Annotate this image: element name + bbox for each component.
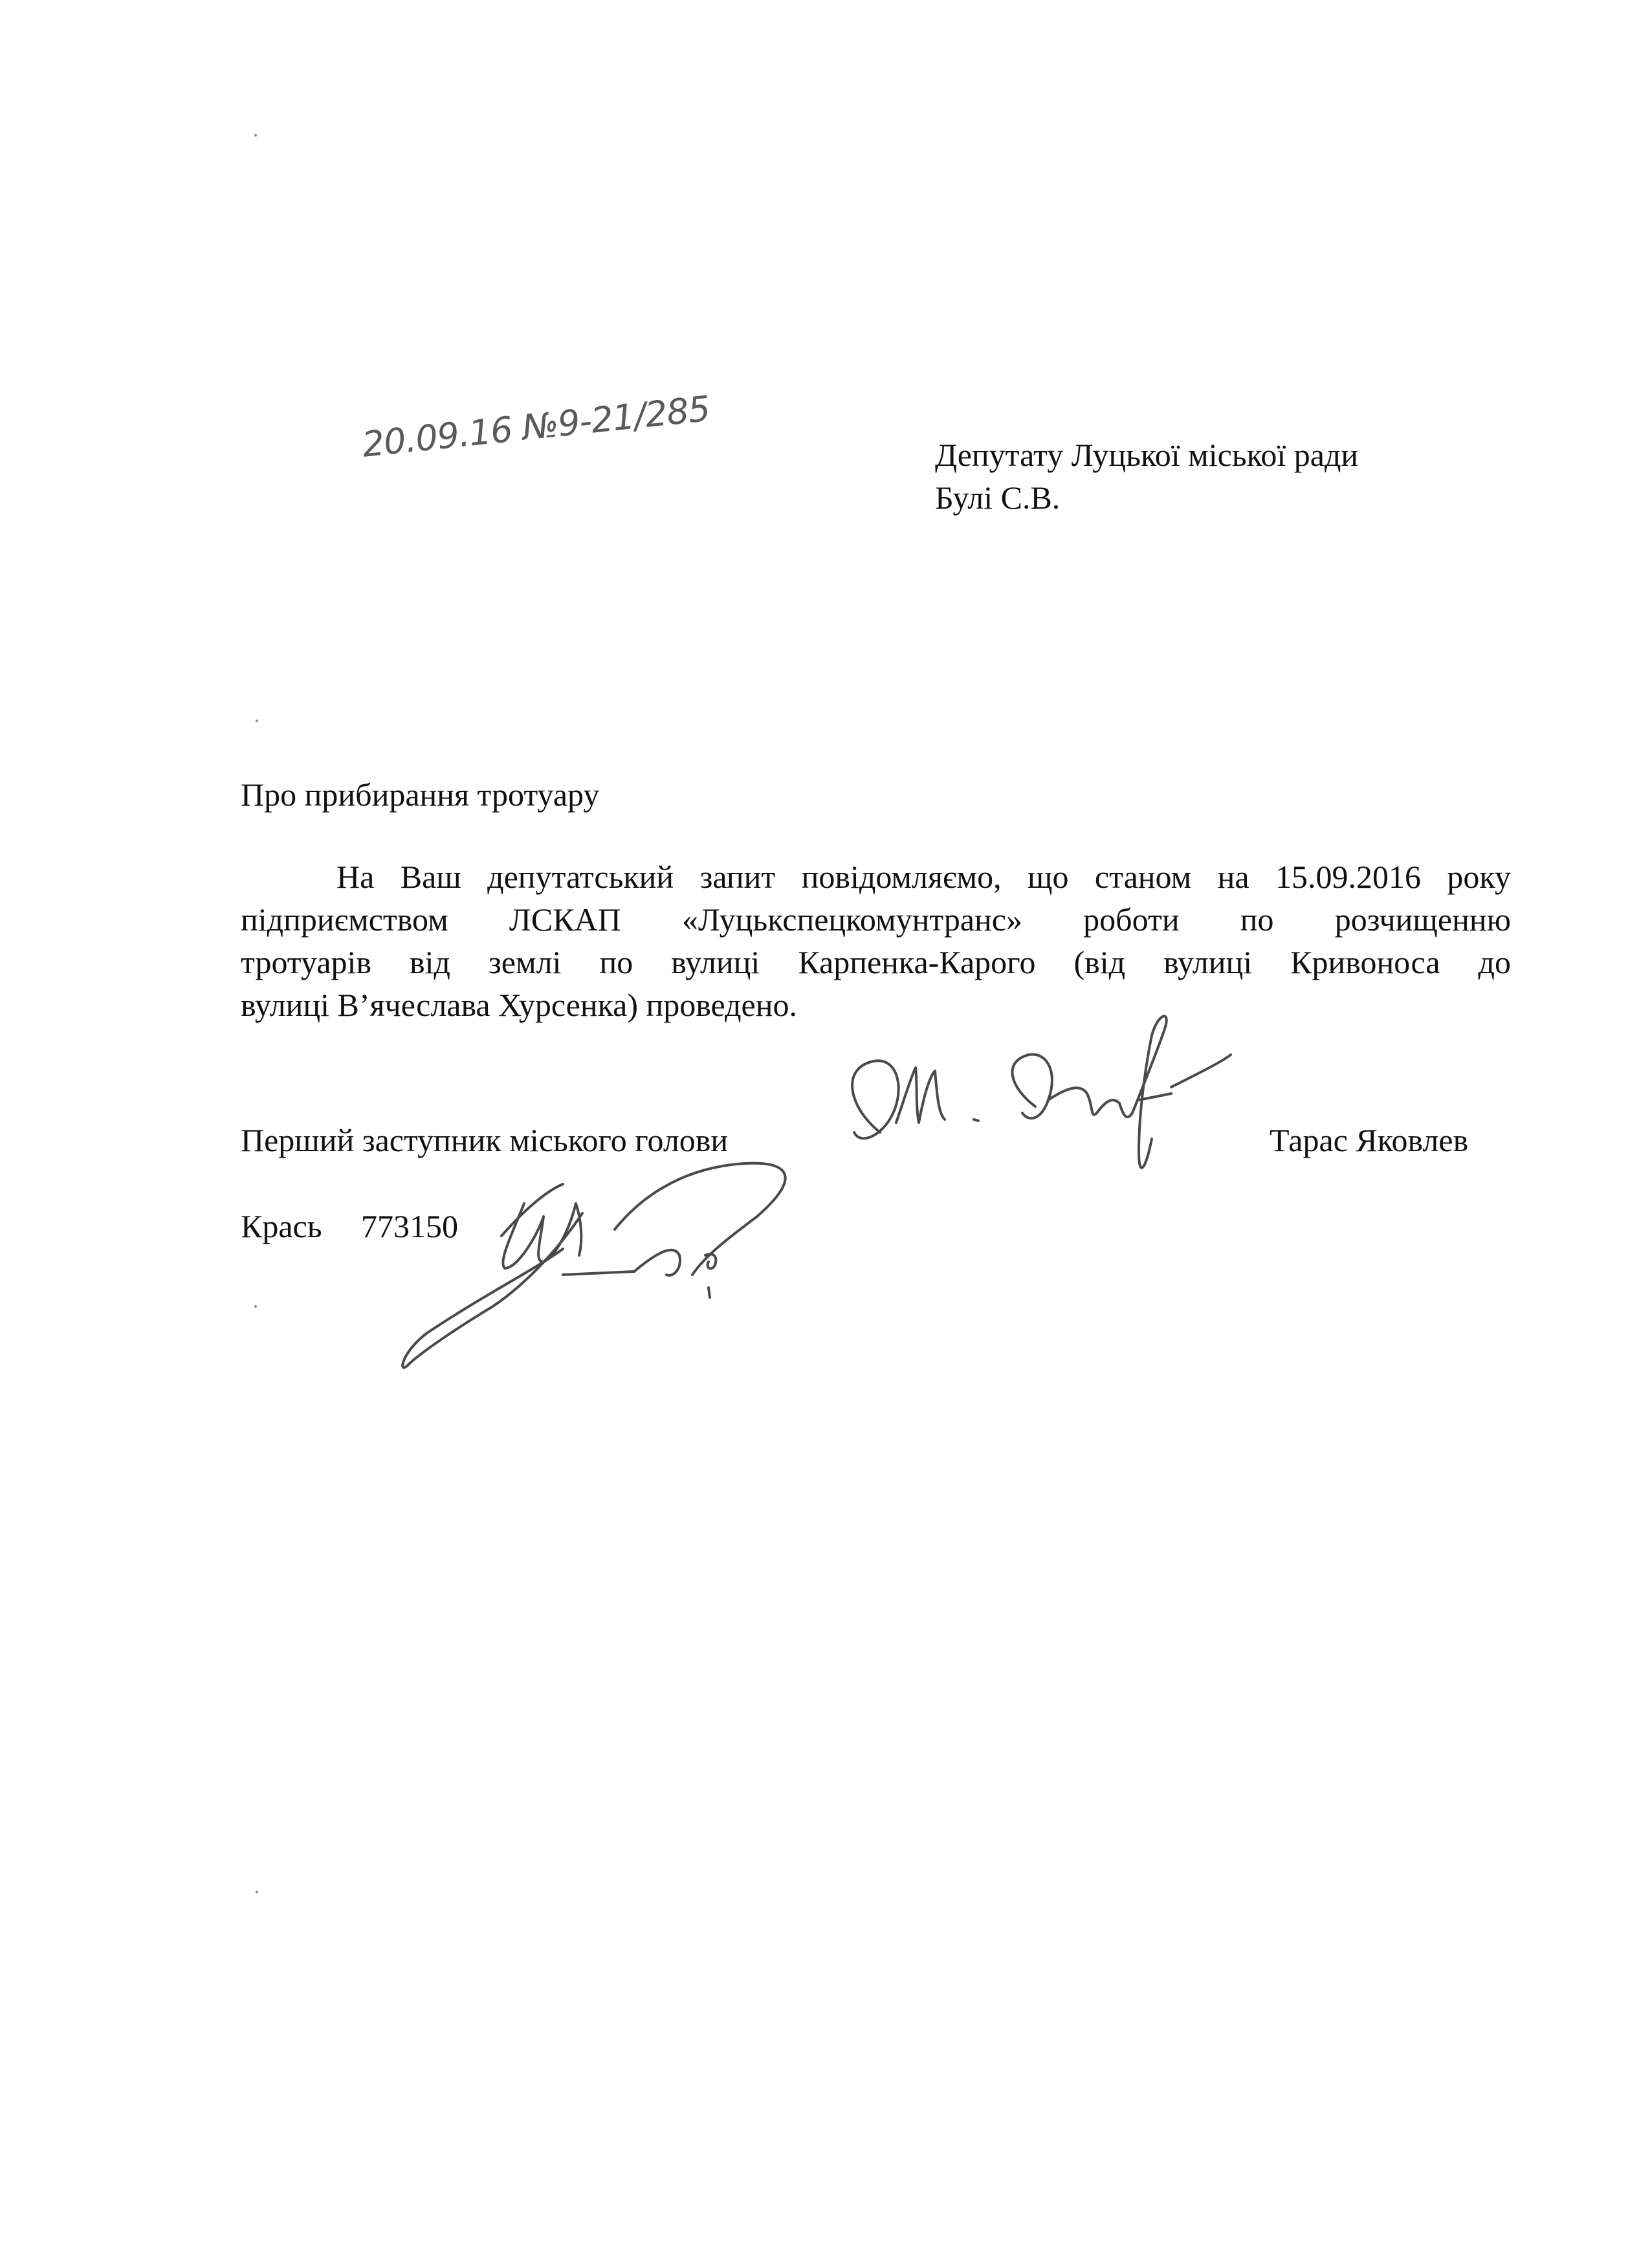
executor-initials-scribble bbox=[369, 1139, 822, 1385]
scan-speck bbox=[256, 720, 258, 722]
scan-speck bbox=[254, 1305, 257, 1308]
scan-speck bbox=[254, 134, 257, 137]
addressee-line-1: Депутату Луцької міської ради bbox=[935, 437, 1359, 473]
scan-speck bbox=[256, 1891, 258, 1893]
signer-title: Перший заступник міського голови bbox=[241, 1122, 729, 1158]
addressee-line-2: Булі С.В. bbox=[935, 479, 1061, 516]
addressee-block bbox=[935, 434, 1358, 519]
subject-line: Про прибирання тротуару bbox=[241, 776, 600, 813]
body-line-3: тротуарів від землі по вулиці Карпенка-Карого (від вулиці Кривоноса до bbox=[241, 944, 1511, 980]
body-line-1: На Ваш депутатський запит повідомляємо, що станом на 15.09.2016 року bbox=[336, 859, 1511, 895]
body-line-2: підприємством ЛСКАП «Луцькспецкомунтранс» роботи по розчищенню bbox=[241, 901, 1511, 938]
signature-scribble bbox=[835, 1009, 1236, 1242]
letter-body bbox=[241, 855, 1511, 1026]
executor-name: Крась bbox=[241, 1208, 322, 1244]
signer-name: Тарас Яковлев bbox=[1270, 1122, 1469, 1158]
executor-phone: 773150 bbox=[361, 1208, 459, 1244]
registration-number-handwritten: 20.09.16 №9-21/285 bbox=[360, 388, 712, 465]
body-line-4: вулиці В’ячеслава Хурсенка) проведено. bbox=[241, 987, 797, 1023]
